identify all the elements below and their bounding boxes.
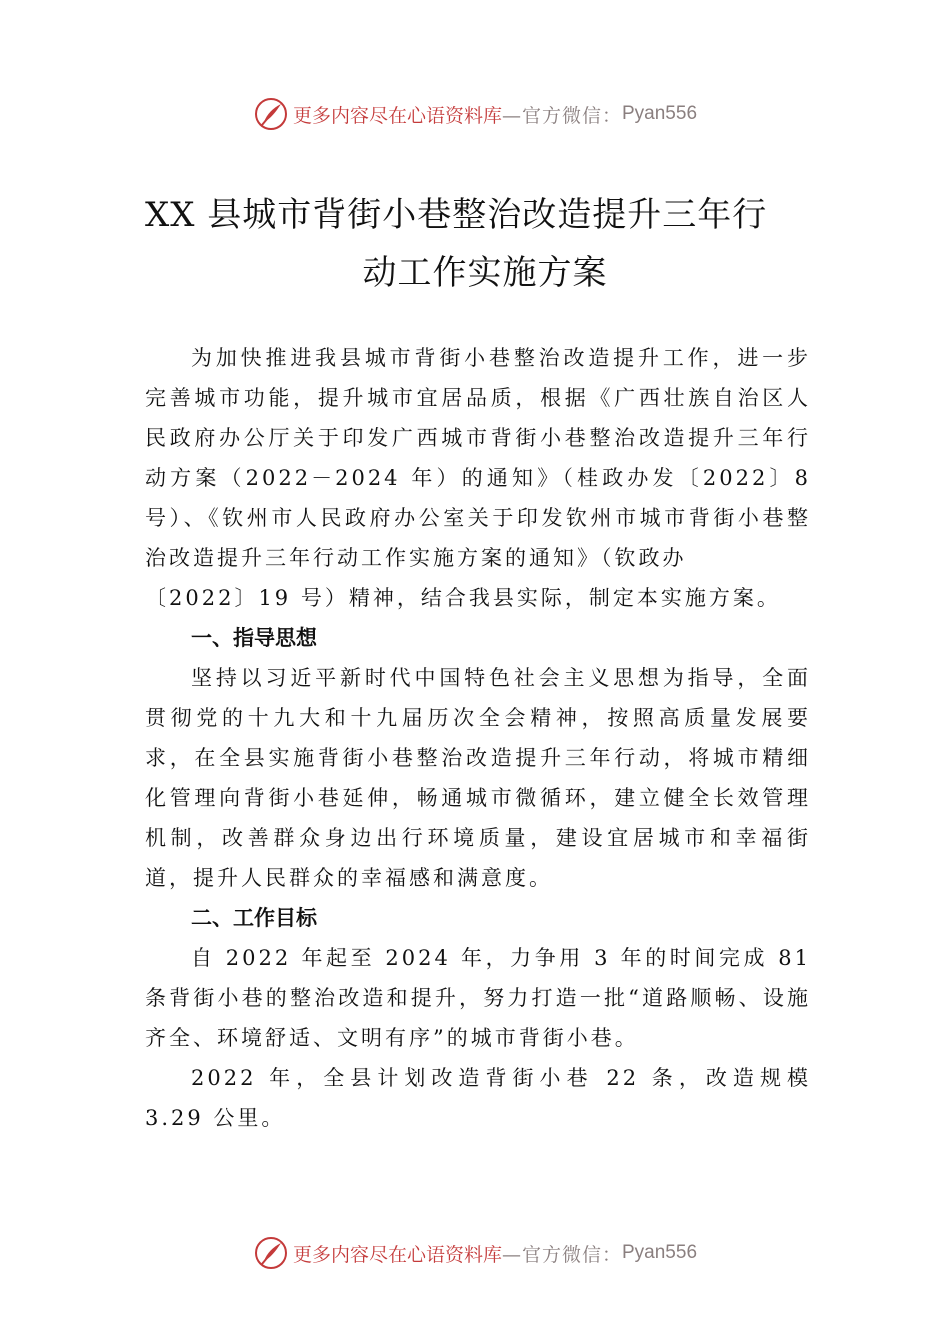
- section-2-heading: 二、工作目标: [191, 906, 317, 930]
- title-line-2: 动工作实施方案: [362, 253, 608, 293]
- section-1-heading: 一、指导思想: [191, 626, 317, 650]
- banner-text-red: 更多内容尽在心语资料库: [292, 104, 502, 127]
- intro-paragraph-tail: 〔2022〕19 号）精神，结合我县实际，制定本实施方案。: [145, 586, 781, 610]
- footer-banner-text-gray: —官方微信：: [501, 1243, 622, 1266]
- banner-text-gray: —官方微信：: [501, 104, 622, 127]
- header-banner: [0, 94, 950, 134]
- section-2-paragraph-2: 2022 年，全县计划改造背街小巷 22 条，改造规模 3.29 公里。: [145, 1066, 811, 1130]
- quill-pen-logo-icon: [253, 1235, 289, 1271]
- section-2-paragraph-1: 自 2022 年起至 2024 年，力争用 3 年的时间完成 81 条背街小巷的整治改造和提升，努力打造一批“道路顺畅、设施齐全、环境舒适、文明有序”的城市背街小巷。: [145, 946, 811, 1050]
- document-title: [145, 186, 825, 302]
- section-1-paragraph: 坚持以习近平新时代中国特色社会主义思想为指导，全面贯彻党的十九大和十九届历次全会精神，按照高质量发展要求，在全县实施背街小巷整治改造提升三年行动，将城市精细化管理向背街小巷延伸，畅通城市微循环，建立健全长效管理机制，改善群众身边出行环境质量，建设宜居城市和幸福街道，提升人民群众的幸福感和满意度。: [145, 666, 811, 890]
- footer-banner-wechat-id: Pyan556: [622, 1242, 698, 1263]
- intro-paragraph: 为加快推进我县城市背街小巷整治改造提升工作，进一步完善城市功能，提升城市宜居品质，根据《广西壮族自治区人民政府办公厅关于印发广西城市背街小巷整治改造提升三年行动方案（2022－2024 年）的通知》（桂政办发〔2022〕8 号）、《钦州市人民政府办公室关于印发钦州市城市背街小巷整治改造提升三年行动工作实施方案的通知》（钦政办: [145, 346, 811, 570]
- banner-wechat-id: Pyan556: [622, 103, 698, 124]
- title-line-1: XX 县城市背街小巷整治改造提升三年行: [145, 195, 768, 235]
- footer-banner: [0, 1233, 950, 1273]
- quill-pen-logo-icon: [253, 96, 289, 132]
- document-body: [145, 338, 811, 1138]
- footer-banner-text-red: 更多内容尽在心语资料库: [292, 1243, 502, 1266]
